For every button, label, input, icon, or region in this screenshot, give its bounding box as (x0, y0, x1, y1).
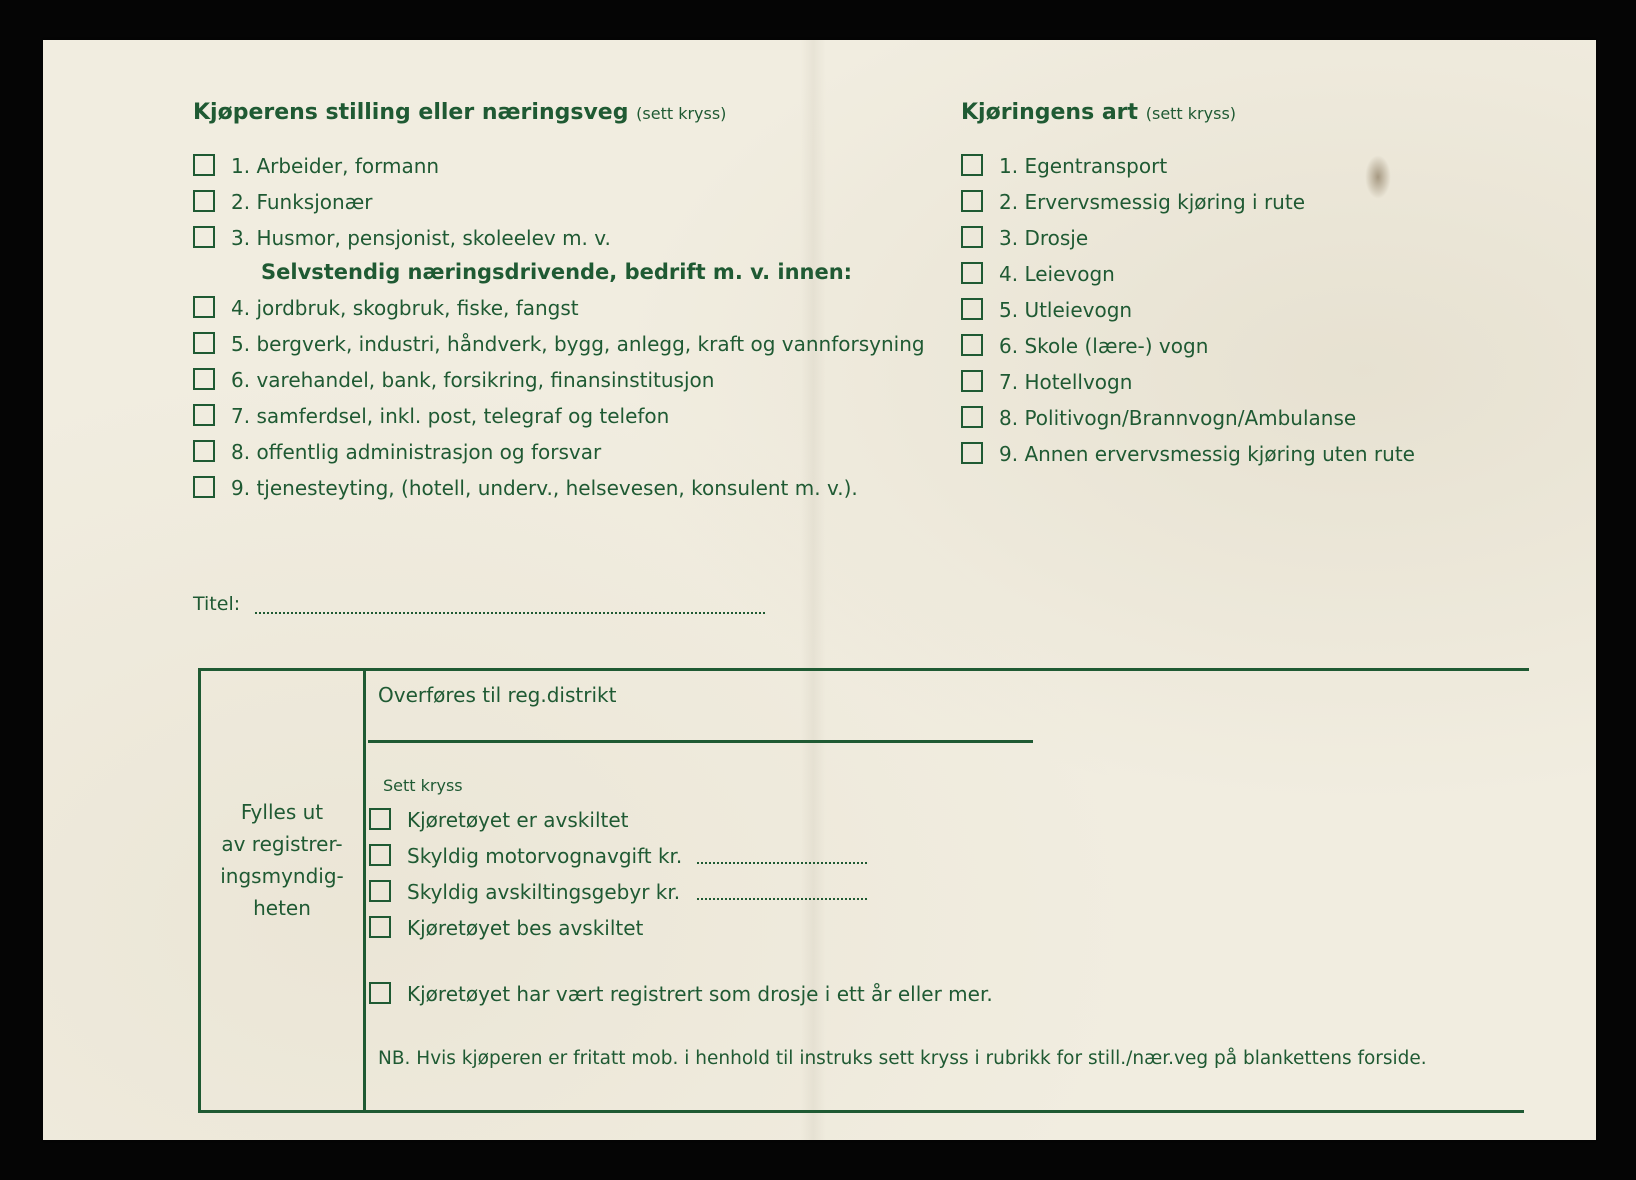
self-employed-subheading: Selvstendig næringsdrivende, bedrift m. v. innen: (261, 260, 853, 284)
driving-type-heading-text: Kjøringens art (961, 100, 1139, 125)
transfer-district-label: Overføres til reg.distrikt (378, 683, 617, 707)
checkbox-occupation-7[interactable] (193, 404, 215, 426)
checkbox-occupation-5[interactable] (193, 332, 215, 354)
nb-note: NB. Hvis kjøperen er fritatt mob. i henhold til instruks sett kryss i rubrikk for still./nær.veg på blankettens forside. (378, 1048, 1427, 1069)
checkbox-driving-3[interactable] (961, 226, 983, 248)
driving-2-label: 2. Ervervsmessig kjøring i rute (999, 190, 1305, 214)
checkbox-occupation-1[interactable] (193, 154, 215, 176)
registry-side-label-line-1: Fylles ut (240, 800, 324, 824)
registry-box-bottom-border (198, 1110, 1524, 1113)
registry-side-label-line-3: ingsmyndig- (220, 864, 344, 888)
registry-side-label (201, 796, 363, 924)
buyer-occupation-heading-note: (sett kryss) (636, 104, 727, 123)
checkbox-driving-9[interactable] (961, 442, 983, 464)
deregistration-fee-owed-label: Skyldig avskiltingsgebyr kr. (407, 880, 681, 904)
checkbox-driving-6[interactable] (961, 334, 983, 356)
occupation-3-label: 3. Husmor, pensjonist, skoleelev m. v. (231, 226, 611, 250)
checkbox-occupation-2[interactable] (193, 190, 215, 212)
vehicle-tax-owed-label: Skyldig motorvognavgift kr. (407, 844, 683, 868)
form-sheet (43, 40, 1596, 1140)
deregister-requested-label: Kjøretøyet bes avskiltet (407, 916, 644, 940)
deregistered-label: Kjøretøyet er avskiltet (407, 808, 629, 832)
driving-1-label: 1. Egentransport (999, 154, 1168, 178)
vehicle-tax-amount-line[interactable] (697, 862, 867, 864)
checkbox-registered-as-taxi[interactable] (369, 982, 391, 1004)
checkbox-occupation-3[interactable] (193, 226, 215, 248)
checkbox-driving-7[interactable] (961, 370, 983, 392)
occupation-9-label: 9. tjenesteyting, (hotell, underv., helsevesen, konsulent m. v.). (231, 476, 858, 500)
occupation-8-label: 8. offentlig administrasjon og forsvar (231, 440, 602, 464)
rust-stain (1365, 155, 1391, 199)
checkbox-deregistration-fee-owed[interactable] (369, 880, 391, 902)
registered-as-taxi-label: Kjøretøyet har vært registrert som drosje i ett år eller mer. (407, 982, 993, 1006)
check-note: Sett kryss (383, 776, 463, 795)
driving-9-label: 9. Annen ervervsmessig kjøring uten rute (999, 442, 1415, 466)
title-label: Titel: (193, 593, 241, 615)
buyer-occupation-heading (193, 102, 726, 124)
registry-box-divider (363, 668, 366, 1113)
checkbox-occupation-4[interactable] (193, 296, 215, 318)
occupation-7-label: 7. samferdsel, inkl. post, telegraf og telefon (231, 404, 670, 428)
occupation-2-label: 2. Funksjonær (231, 190, 373, 214)
driving-4-label: 4. Leievogn (999, 262, 1115, 286)
checkbox-vehicle-tax-owed[interactable] (369, 844, 391, 866)
checkbox-occupation-6[interactable] (193, 368, 215, 390)
occupation-5-label: 5. bergverk, industri, håndverk, bygg, anlegg, kraft og vannforsyning (231, 332, 925, 356)
occupation-1-label: 1. Arbeider, formann (231, 154, 440, 178)
checkbox-driving-4[interactable] (961, 262, 983, 284)
registry-side-label-line-2: av registrer- (221, 832, 343, 856)
occupation-6-label: 6. varehandel, bank, forsikring, finansinstitusjon (231, 368, 715, 392)
driving-type-heading-note: (sett kryss) (1145, 104, 1237, 123)
title-input-line[interactable] (255, 612, 765, 614)
deregistration-fee-amount-line[interactable] (697, 898, 867, 900)
registry-box-top-border (198, 668, 1529, 671)
driving-7-label: 7. Hotellvogn (999, 370, 1133, 394)
driving-8-label: 8. Politivogn/Brannvogn/Ambulanse (999, 406, 1357, 430)
checkbox-driving-2[interactable] (961, 190, 983, 212)
checkbox-deregister-requested[interactable] (369, 916, 391, 938)
driving-5-label: 5. Utleievogn (999, 298, 1133, 322)
driving-type-heading (961, 102, 1236, 124)
checkbox-deregistered[interactable] (369, 808, 391, 830)
registry-side-label-line-4: heten (253, 896, 311, 920)
checkbox-driving-1[interactable] (961, 154, 983, 176)
checkbox-occupation-9[interactable] (193, 476, 215, 498)
driving-3-label: 3. Drosje (999, 226, 1089, 250)
checkbox-driving-5[interactable] (961, 298, 983, 320)
transfer-district-line[interactable] (368, 740, 1033, 743)
checkbox-occupation-8[interactable] (193, 440, 215, 462)
checkbox-driving-8[interactable] (961, 406, 983, 428)
buyer-occupation-heading-text: Kjøperens stilling eller næringsveg (193, 100, 629, 125)
driving-6-label: 6. Skole (lære-) vogn (999, 334, 1209, 358)
occupation-4-label: 4. jordbruk, skogbruk, fiske, fangst (231, 296, 579, 320)
